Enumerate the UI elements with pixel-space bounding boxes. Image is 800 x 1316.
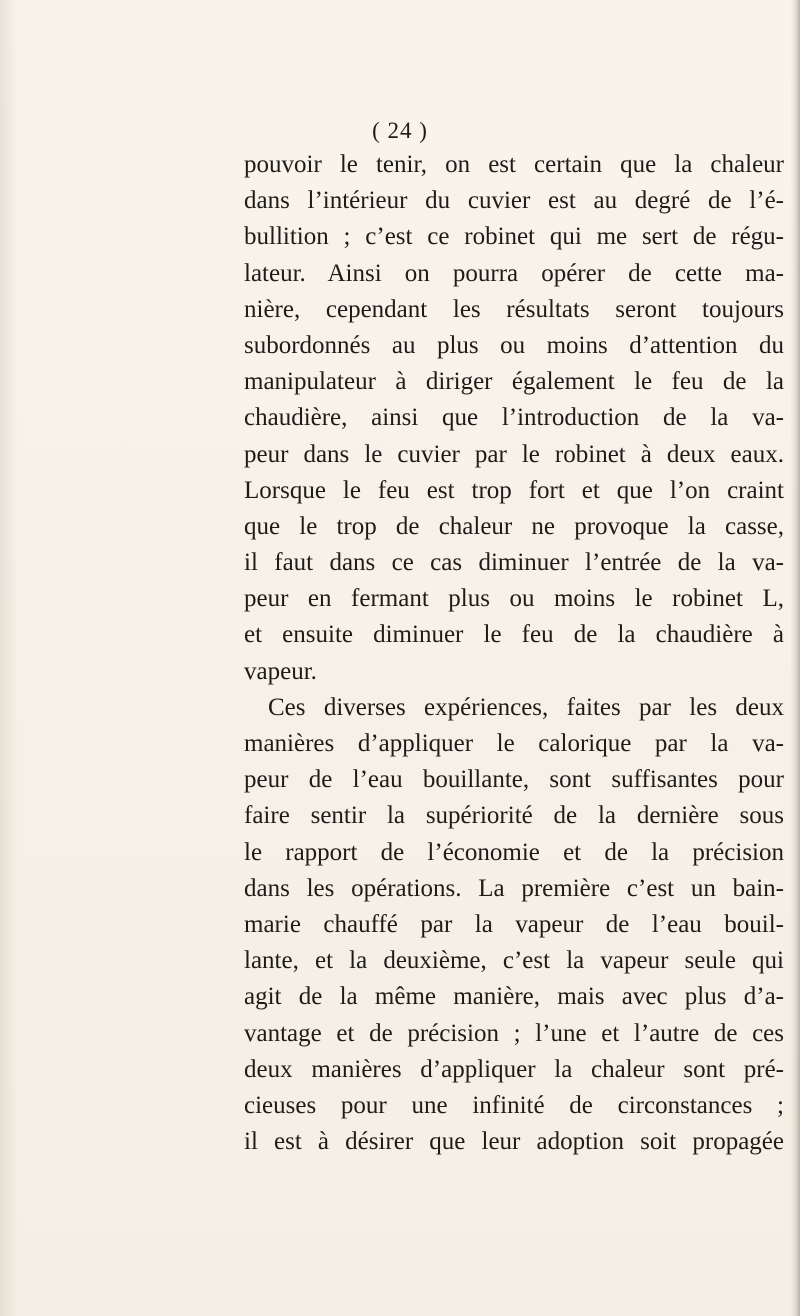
text-line: marie chauffé par la vapeur de l’eau bouil- (244, 910, 784, 938)
text-line: chaudière, ainsi que l’introduction de la va- (244, 404, 784, 432)
text-line: il est à désirer que leur adoption soit propagée (244, 1128, 784, 1156)
text-line: le rapport de l’économie et de la précision (244, 838, 784, 866)
text-line: dans les opérations. La première c’est un bain- (244, 874, 784, 902)
text-line: Lorsque le feu est trop fort et que l’on craint (244, 476, 784, 504)
text-line: manières d’appliquer le calorique par la va- (244, 730, 784, 757)
text-line: bullition ; c’est ce robinet qui me sert de régu- (244, 223, 784, 251)
text-line: vantage et de précision ; l’une et l’autre de ces (244, 1019, 784, 1047)
text-line-paragraph-end: vapeur. (244, 657, 317, 685)
page-gutter-shadow (0, 0, 18, 1316)
text-line: peur de l’eau bouillante, sont suffisantes pour (244, 766, 784, 794)
text-line: cieuses pour une infinité de circonstances ; (244, 1091, 784, 1119)
text-line: lateur. Ainsi on pourra opérer de cette ma- (244, 259, 784, 287)
text-line: que le trop de chaleur ne provoque la casse, (244, 512, 784, 540)
text-line: lante, et la deuxième, c’est la vapeur seule qui (244, 947, 784, 975)
text-line: nière, cependant les résultats seront toujours (244, 295, 784, 323)
text-line: dans l’intérieur du cuvier est au degré de l’é- (244, 187, 784, 215)
text-line: manipulateur à diriger également le feu de la (244, 368, 784, 396)
page-number: ( 24 ) (372, 118, 428, 143)
page-edge-shadow (790, 0, 800, 1316)
text-line: peur en fermant plus ou moins le robinet L, (244, 585, 784, 613)
text-line: peur dans le cuvier par le robinet à deux eaux. (244, 440, 784, 468)
text-line: il faut dans ce cas diminuer l’entrée de la va- (244, 549, 784, 577)
text-line: faire sentir la supériorité de la dernière sous (244, 802, 784, 830)
body-text (244, 147, 784, 1160)
text-line-paragraph-start: Ces diverses expériences, faites par les deux (268, 693, 784, 721)
text-line: deux manières d’appliquer la chaleur sont pré- (244, 1055, 784, 1083)
text-line: et ensuite diminuer le feu de la chaudière à (244, 621, 784, 649)
text-line: subordonnés au plus ou moins d’attention du (244, 331, 784, 359)
text-line: agit de la même manière, mais avec plus d’a- (244, 983, 784, 1011)
text-line: pouvoir le tenir, on est certain que la chaleur (244, 151, 784, 178)
